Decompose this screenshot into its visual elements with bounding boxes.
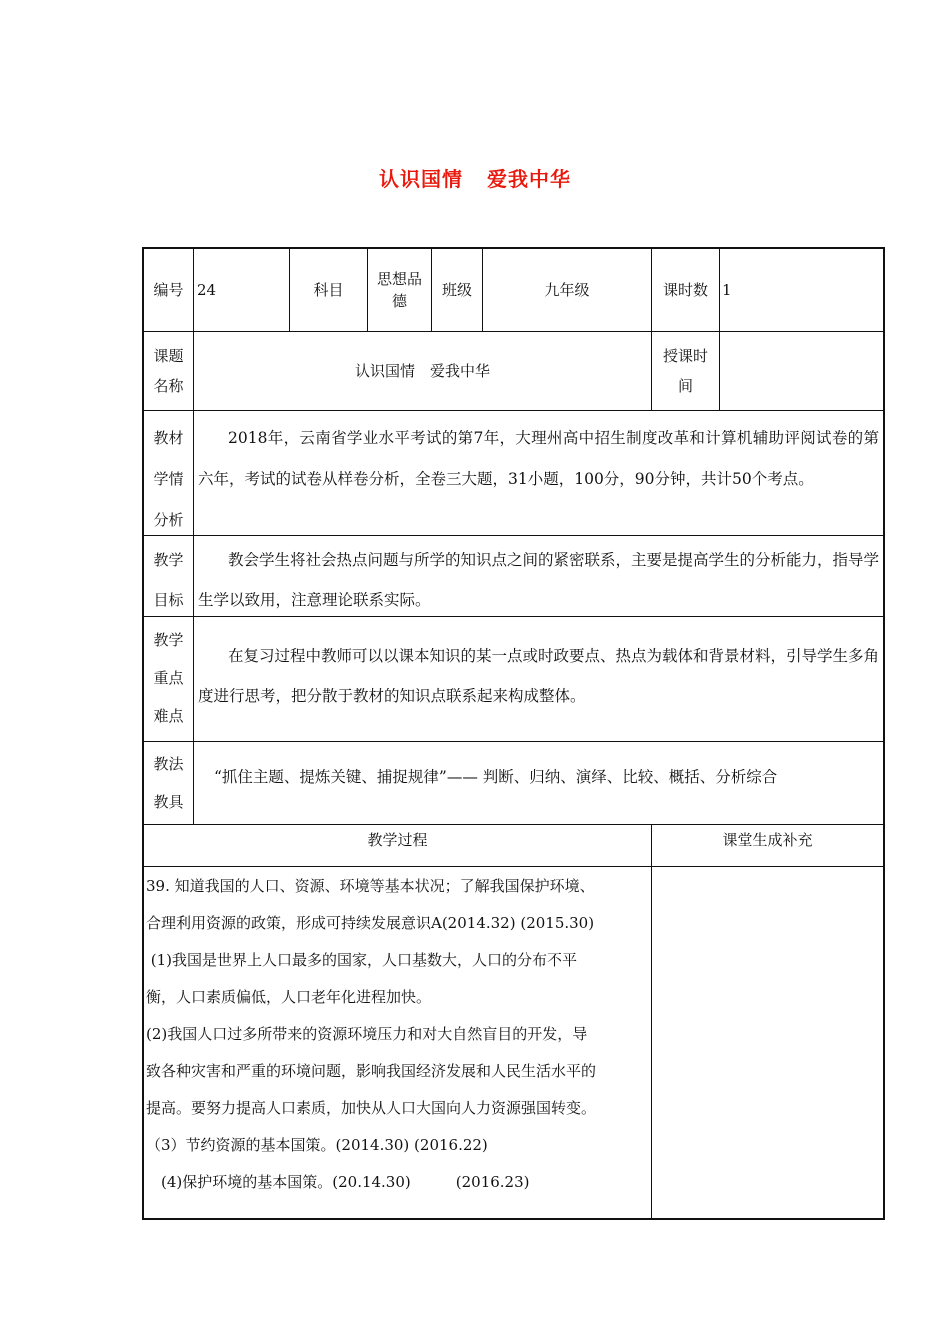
table-divider <box>142 410 885 411</box>
key-points-label-3: 难点 <box>153 707 184 725</box>
process-header-right: 课堂生成补充 <box>722 831 813 849</box>
process-line: （3）节约资源的基本国策。(2014.30) (2016.22) <box>146 1136 488 1154</box>
topic-value: 认识国情 爱我中华 <box>354 362 490 380</box>
process-content <box>145 868 651 1214</box>
table-divider <box>142 535 885 536</box>
subject-value: 思想品德 <box>376 270 422 310</box>
title-part1: 认识国情 <box>379 167 463 191</box>
title-part2: 爱我中华 <box>487 167 571 191</box>
process-line: 提高。要努力提高人口素质，加快从人口大国向人力资源强国转变。 <box>146 1099 597 1117</box>
process-line: (1)我国是世界上人口最多的国家，人口基数大，人口的分布不平 <box>146 951 578 969</box>
analysis-label <box>144 418 193 530</box>
goal-label-1: 教学 <box>153 551 184 569</box>
key-points-text: 在复习过程中教师可以以课本知识的某一点或时政要点、热点为载体和背景材料，引导学生多角度进行思考，把分散于教材的知识点联系起来构成整体。 <box>198 647 880 705</box>
subject-label: 科目 <box>313 281 344 299</box>
process-line: 致各种灾害和严重的环境问题，影响我国经济发展和人民生活水平的 <box>146 1062 597 1080</box>
table-border-right <box>883 247 885 1220</box>
lesson-time-value <box>720 332 883 410</box>
method-label-1: 教法 <box>153 755 184 773</box>
class-label: 班级 <box>441 281 472 299</box>
topic-label-line2: 名称 <box>153 377 184 395</box>
table-border-bottom <box>142 1218 885 1220</box>
process-header-left: 教学过程 <box>367 831 428 849</box>
analysis-label-2: 学情 <box>153 470 184 488</box>
method-label <box>144 745 193 821</box>
document-title <box>0 163 950 192</box>
class-value: 九年级 <box>544 281 590 299</box>
method-text: “抓住主题、提炼关键、捕捉规律”—— 判断、归纳、演绎、比较、概括、分析综合 <box>214 768 778 786</box>
key-points-label-1: 教学 <box>153 631 184 649</box>
lesson-time-label-line2: 间 <box>677 377 693 395</box>
topic-label-line1: 课题 <box>153 347 184 365</box>
topic-label <box>144 337 193 407</box>
analysis-label-3: 分析 <box>153 511 184 529</box>
periods-label: 课时数 <box>662 281 708 299</box>
number-label: 编号 <box>153 281 184 299</box>
key-points-label-2: 重点 <box>153 669 184 687</box>
analysis-label-1: 教材 <box>153 429 184 447</box>
lesson-time-label-line1: 授课时 <box>662 347 708 365</box>
goal-label-2: 目标 <box>153 591 184 609</box>
method-label-2: 教具 <box>153 793 184 811</box>
process-line: 合理利用资源的政策，形成可持续发展意识A(2014.32) (2015.30) <box>146 914 595 932</box>
lesson-time-label <box>652 337 719 407</box>
periods-value: 1 <box>722 281 732 299</box>
process-supplement <box>652 867 883 1218</box>
process-line: (2)我国人口过多所带来的资源环境压力和对大自然盲目的开发，导 <box>146 1025 588 1043</box>
key-points-label <box>144 621 193 739</box>
goal-text: 教会学生将社会热点问题与所学的知识点之间的紧密联系，主要是提高学生的分析能力，指导学生学以致用，注意理论联系实际。 <box>198 551 880 609</box>
number-value: 24 <box>197 281 217 299</box>
goal-label <box>144 540 193 614</box>
process-line: (4)保护环境的基本国策。(20.14.30) (2016.23) <box>146 1173 530 1191</box>
analysis-text: 2018年，云南省学业水平考试的第7年，大理州高中招生制度改革和计算机辅助评阅试卷的第六年，考试的试卷从样卷分析，全卷三大题，31小题，100分，90分钟，共计50个考点。 <box>198 429 879 488</box>
process-line: 衡，人口素质偏低，人口老年化进程加快。 <box>146 988 432 1006</box>
process-line: 39. 知道我国的人口、资源、环境等基本状况；了解我国保护环境、 <box>146 877 595 895</box>
